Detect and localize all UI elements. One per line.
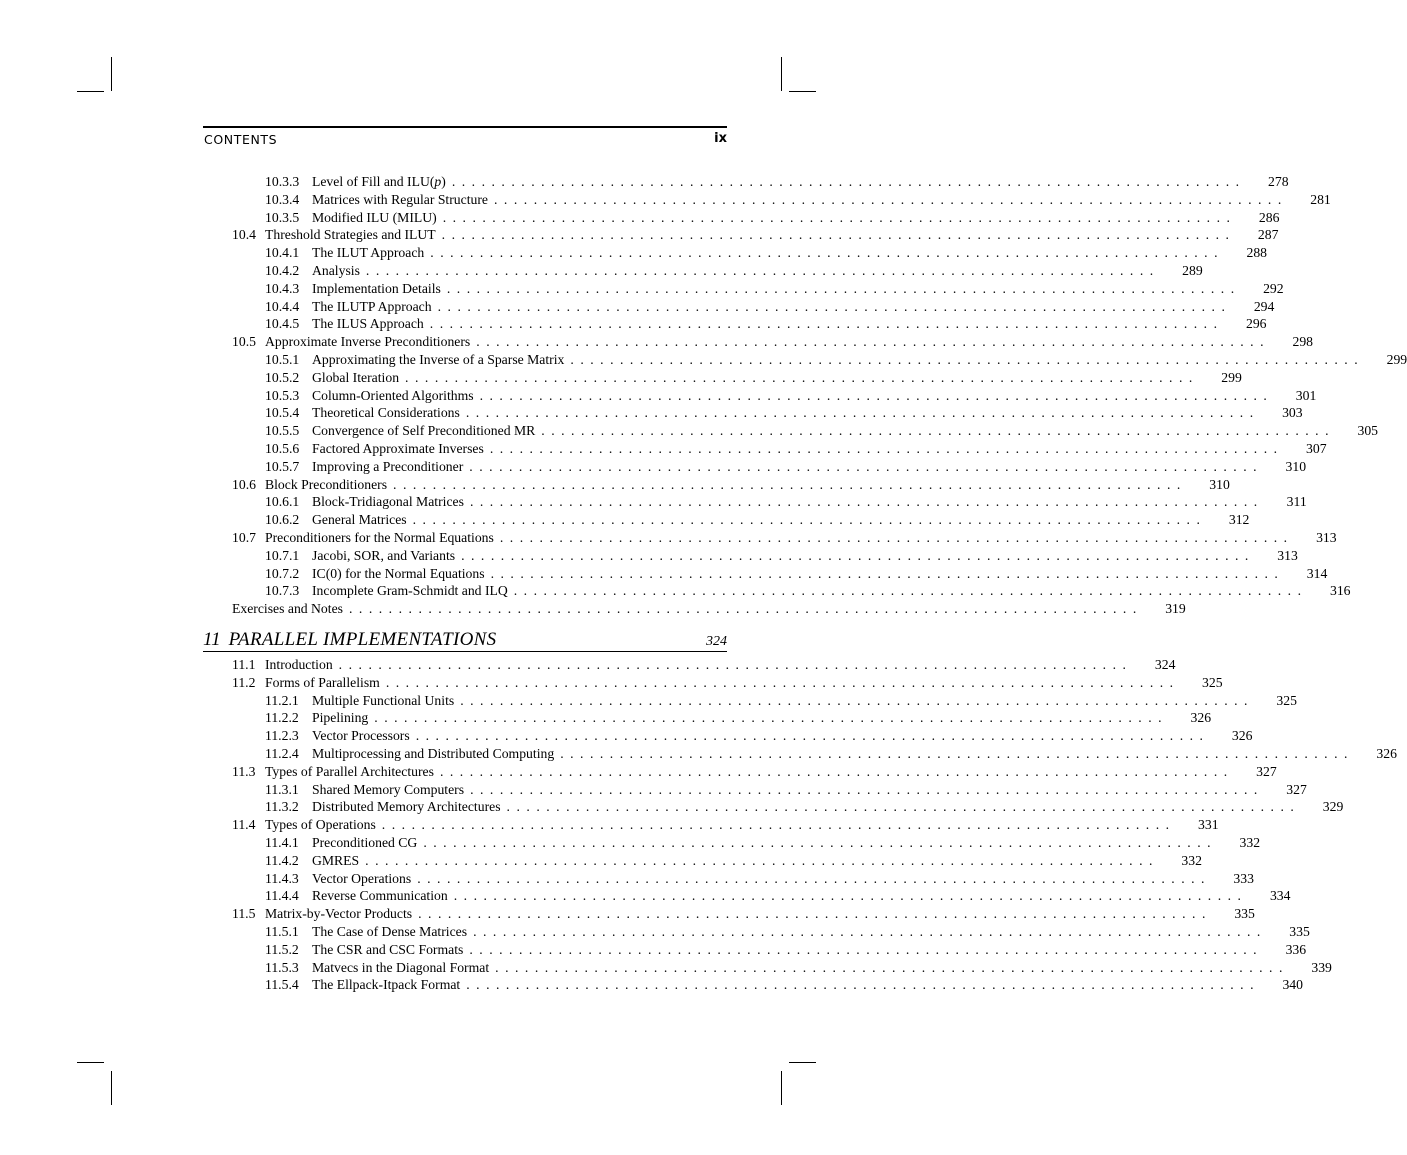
dot-leader: ................................................................................ [405, 369, 1199, 385]
dot-leader: ................................................................................ [453, 888, 1248, 904]
toc-entry-number: 11.4.1 [265, 834, 299, 850]
dot-leader: ................................................................................ [469, 494, 1264, 510]
crop-mark [789, 91, 816, 92]
dot-leader: ................................................................................ [439, 763, 1234, 779]
toc-entry-number: 10.5.3 [265, 387, 300, 403]
toc-entry[interactable] [203, 493, 1307, 511]
toc-entry-page: 332 [1239, 834, 1261, 850]
toc-entry-number: 11.5.4 [265, 977, 299, 993]
dot-leader: ................................................................................ [466, 977, 1260, 993]
toc-entry-title: Improving a Preconditioner [312, 458, 464, 474]
toc-entry-title: Convergence of Self Preconditioned MR [312, 423, 536, 439]
toc-entry-number: 10.5 [232, 334, 256, 350]
toc-entry-page: 313 [1277, 547, 1298, 563]
dot-leader: ................................................................................ [365, 852, 1159, 868]
dot-leader: ................................................................................ [393, 476, 1187, 492]
dot-leader: ................................................................................ [494, 191, 1288, 207]
toc-entry-number: 10.7.1 [265, 547, 300, 563]
toc-entry[interactable] [203, 422, 1379, 440]
toc-entry-page: 313 [1316, 529, 1337, 545]
toc-entry-number: 10.6 [232, 476, 256, 492]
toc-entry-title: Factored Approximate Inverses [312, 440, 484, 456]
toc-entry[interactable] [203, 870, 1254, 888]
toc-entry-number: 10.7 [232, 529, 256, 545]
toc-entry-page: 326 [1376, 745, 1397, 761]
dot-leader: ................................................................................ [441, 227, 1236, 243]
toc-entry-page: 292 [1263, 280, 1284, 296]
toc-entry-number: 11.4 [232, 817, 256, 833]
toc-entry-page: 281 [1310, 191, 1331, 207]
toc-entry[interactable] [203, 547, 1298, 565]
dot-leader: ................................................................................ [489, 440, 1284, 456]
toc-entry-title: Approximating the Inverse of a Sparse Matrix [312, 351, 565, 367]
toc-entry-page: 326 [1231, 728, 1253, 744]
dot-leader: ................................................................................ [437, 298, 1232, 314]
dot-leader: ................................................................................ [499, 529, 1294, 545]
dot-leader: ................................................................................ [476, 334, 1271, 350]
toc-entry-number: 11.2 [232, 674, 256, 690]
toc-entry-title: Block Preconditioners [265, 476, 388, 492]
toc-entry[interactable] [203, 798, 1344, 816]
toc-entry[interactable] [203, 959, 1332, 977]
toc-entry-number: 11.3.2 [265, 799, 299, 815]
toc-entry-page: 326 [1190, 710, 1212, 726]
crop-mark [111, 1071, 112, 1105]
toc-entry-number: 10.4.1 [265, 245, 300, 261]
dot-leader: ................................................................................ [469, 941, 1264, 957]
toc-entry[interactable] [203, 852, 1202, 870]
crop-mark [781, 57, 782, 91]
toc-entry-number: 10.3.4 [265, 191, 300, 207]
toc-entry-number: 11.4.3 [265, 870, 299, 886]
dot-leader: ................................................................................ [490, 565, 1285, 581]
toc-entry-title: Pipelining [312, 710, 369, 726]
toc-entry-title: Preconditioners for the Normal Equations [265, 529, 494, 545]
toc-entry-title: Reverse Communication [312, 888, 448, 904]
toc-entry[interactable] [203, 692, 1297, 710]
dot-leader: ................................................................................ [513, 583, 1308, 599]
toc-entry-number: 11.2.1 [265, 692, 299, 708]
toc-entry-page: 311 [1286, 494, 1307, 510]
dot-leader: ................................................................................ [385, 674, 1180, 690]
toc-entry[interactable] [203, 298, 1275, 316]
toc-list [203, 656, 1397, 994]
toc-entry-title: Vector Processors [312, 728, 410, 744]
toc-entry[interactable] [203, 763, 1277, 781]
toc-entry-page: 335 [1289, 923, 1310, 939]
toc-entry-title: The CSR and CSC Formats [312, 941, 464, 957]
page-number: ix [714, 131, 727, 146]
toc-entry[interactable] [203, 600, 1186, 618]
toc-entry[interactable] [203, 781, 1307, 799]
toc-entry-title: Block-Tridiagonal Matrices [312, 494, 464, 510]
toc-entry-number: 10.3.5 [265, 209, 300, 225]
toc-entry-page: 289 [1182, 262, 1203, 278]
toc-entry-title: IC(0) for the Normal Equations [312, 565, 485, 581]
toc-entry-number: 10.4 [232, 227, 256, 243]
toc-entry-page: 310 [1209, 476, 1230, 492]
dot-leader: ................................................................................ [418, 906, 1212, 922]
toc-entry-number: 10.5.1 [265, 351, 300, 367]
toc-entry-page: 278 [1268, 174, 1289, 189]
toc-entry-number: 11.2.4 [265, 745, 299, 761]
toc-entry-page: 327 [1286, 781, 1307, 797]
toc-entry-page: 312 [1228, 512, 1250, 528]
dot-leader: ................................................................................ [473, 923, 1267, 939]
dot-leader: ................................................................................ [506, 799, 1301, 815]
toc-entry[interactable] [203, 387, 1317, 405]
toc-entry[interactable] [203, 191, 1331, 209]
toc-entry-page: 339 [1311, 959, 1332, 975]
toc-entry[interactable] [203, 369, 1242, 387]
chapter-number: 11 [203, 629, 221, 650]
toc-entry-title: Types of Operations [265, 817, 376, 833]
dot-leader: ................................................................................ [495, 959, 1289, 975]
toc-entry-title: Matrix-by-Vector Products [265, 906, 413, 922]
toc-entry-page: 334 [1269, 888, 1291, 904]
toc-entry-title: Theoretical Considerations [312, 405, 460, 421]
toc-entry-page: 333 [1233, 870, 1254, 886]
dot-leader: ................................................................................ [412, 512, 1207, 528]
toc-entry[interactable] [203, 656, 1176, 674]
toc-entry[interactable] [203, 582, 1351, 600]
toc-entry-title: General Matrices [312, 512, 407, 528]
toc-entry-title: Multiple Functional Units [312, 692, 455, 708]
toc-entry-number: 10.4.3 [265, 280, 300, 296]
toc-entry[interactable] [203, 745, 1397, 763]
toc-entry-number: 11.5.1 [265, 923, 299, 939]
toc-entry-title: Incomplete Gram-Schmidt and ILQ [312, 583, 508, 599]
crop-mark [77, 1062, 104, 1063]
header-rule [203, 126, 727, 128]
toc-entry-page: 307 [1306, 440, 1327, 456]
toc-entry-title: Preconditioned CG [312, 834, 418, 850]
toc-entry-title: Distributed Memory Architectures [312, 799, 501, 815]
toc-entry-page: 325 [1276, 692, 1297, 708]
toc-entry[interactable] [203, 280, 1284, 298]
toc-entry-page: 286 [1258, 209, 1280, 225]
toc-entry-number: 10.5.6 [265, 440, 300, 456]
toc-entry-page: 340 [1282, 977, 1303, 993]
toc-entry[interactable] [203, 709, 1212, 727]
dot-leader: ................................................................................ [338, 657, 1133, 672]
toc-entry-title: Introduction [265, 657, 333, 672]
toc-entry-title: Approximate Inverse Preconditioners [265, 334, 471, 350]
toc-entry-title: The Ellpack-Itpack Format [312, 977, 461, 993]
toc-entry-page: 288 [1246, 245, 1268, 261]
dot-leader: ................................................................................ [451, 174, 1246, 189]
dot-leader: ................................................................................ [374, 710, 1169, 726]
toc-entry-number: 10.4.4 [265, 298, 300, 314]
toc-entry[interactable] [203, 905, 1255, 923]
toc-entry[interactable] [203, 173, 1289, 191]
toc-entry-page: 303 [1282, 405, 1303, 421]
toc-entry[interactable] [203, 476, 1230, 494]
toc-entry-number: 11.5 [232, 906, 256, 922]
toc-entry-title: Modified ILU (MILU) [312, 209, 437, 225]
toc-entry-number: 11.2.2 [265, 710, 299, 726]
toc-entry-page: 301 [1295, 387, 1317, 403]
toc-entry-page: 336 [1285, 941, 1307, 957]
toc-entry-number: 10.4.5 [265, 316, 300, 332]
dot-leader: ................................................................................ [570, 351, 1365, 367]
toc-entry-page: 327 [1256, 763, 1277, 779]
toc-entry-title: Column-Oriented Algorithms [312, 387, 474, 403]
toc-entry-number: 11.5.3 [265, 959, 299, 975]
dot-leader: ................................................................................ [429, 316, 1224, 332]
chapter-page: 324 [706, 634, 727, 649]
dot-leader: ................................................................................ [442, 209, 1237, 225]
toc-entry-number: 10.6.2 [265, 512, 300, 528]
dot-leader: ................................................................................ [415, 728, 1210, 744]
toc-entry-title: Analysis [312, 262, 360, 278]
dot-leader: ................................................................................ [541, 423, 1336, 439]
dot-leader: ................................................................................ [460, 692, 1254, 708]
toc-entry-number: 10.5.4 [265, 405, 300, 421]
dot-leader: ................................................................................ [446, 280, 1241, 296]
toc-entry-title: The ILUT Approach [312, 245, 425, 261]
toc-entry[interactable] [203, 511, 1250, 529]
toc-entry-page: 331 [1198, 817, 1219, 833]
toc-entry-number: 11.2.3 [265, 728, 299, 744]
toc-entry-title: GMRES [312, 852, 360, 868]
dot-leader: ................................................................................ [423, 834, 1218, 850]
dot-leader: ................................................................................ [430, 245, 1225, 261]
chapter-heading[interactable] [203, 629, 727, 652]
toc-list [203, 173, 1407, 618]
toc-entry[interactable] [203, 404, 1303, 422]
toc-entry-title: Multiprocessing and Distributed Computing [312, 745, 555, 761]
dot-leader: ................................................................................ [465, 405, 1260, 421]
toc-entry-number: 10.4.2 [265, 262, 300, 278]
toc-entry-title: Forms of Parallelism [265, 674, 380, 690]
toc-entry-title: The ILUS Approach [312, 316, 424, 332]
toc-entry-page: 319 [1165, 601, 1186, 617]
toc-entry-title: Threshold Strategies and ILUT [265, 227, 436, 243]
toc-entry-page: 310 [1285, 458, 1307, 474]
toc-entry-page: 299 [1386, 351, 1407, 367]
toc-entry-title: Matvecs in the Diagonal Format [312, 959, 490, 975]
toc-entry-number: 11.3.1 [265, 781, 299, 797]
toc-entry-number: 10.5.2 [265, 369, 300, 385]
toc-entry-page: 305 [1357, 423, 1379, 439]
dot-leader: ................................................................................ [479, 387, 1274, 403]
toc-entry-page: 325 [1202, 674, 1223, 690]
toc-entry[interactable] [203, 440, 1327, 458]
toc-entry-number: 10.3.3 [265, 174, 300, 189]
toc-entry[interactable] [203, 727, 1253, 745]
toc-entry-number: 11.4.4 [265, 888, 299, 904]
dot-leader: ................................................................................ [469, 458, 1264, 474]
toc-entry-number: 10.7.3 [265, 583, 300, 599]
toc-entry[interactable] [203, 333, 1314, 351]
toc-entry-page: 329 [1322, 799, 1344, 815]
toc-entry-page: 287 [1257, 227, 1279, 243]
toc-entry-title: The Case of Dense Matrices [312, 923, 468, 939]
toc-entry[interactable] [203, 941, 1307, 959]
dot-leader: ................................................................................ [470, 781, 1264, 797]
toc-entry-page: 332 [1181, 852, 1202, 868]
dot-leader: ................................................................................ [461, 547, 1255, 563]
toc-entry[interactable] [203, 976, 1303, 994]
toc-entry[interactable] [203, 565, 1328, 583]
crop-mark [77, 91, 104, 92]
toc-entry-number: 11.5.2 [265, 941, 299, 957]
toc-entry[interactable] [203, 209, 1280, 227]
dot-leader: ................................................................................ [348, 601, 1143, 617]
dot-leader: ................................................................................ [417, 870, 1211, 886]
toc-entry-title: Exercises and Notes [232, 601, 343, 617]
crop-mark [781, 1071, 782, 1105]
toc-entry-page: 299 [1221, 369, 1242, 385]
toc-entry-page: 294 [1253, 298, 1275, 314]
crop-mark [111, 57, 112, 91]
dot-leader: ................................................................................ [381, 817, 1176, 833]
toc-entry-number: 10.5.7 [265, 458, 300, 474]
toc-entry-page: 298 [1292, 334, 1314, 350]
toc-entry[interactable] [203, 244, 1268, 262]
toc-entry-page: 316 [1329, 583, 1351, 599]
toc-entry-title: The ILUTP Approach [312, 298, 432, 314]
toc-entry-number: 11.1 [232, 657, 256, 672]
toc-entry-page: 314 [1306, 565, 1328, 581]
crop-mark [789, 1062, 816, 1063]
toc-entry-page: 324 [1154, 657, 1176, 672]
toc-entry[interactable] [203, 674, 1223, 692]
toc-entry-title: Types of Parallel Architectures [265, 763, 434, 779]
dot-leader: ................................................................................ [365, 262, 1160, 278]
toc-entry[interactable] [203, 226, 1279, 244]
toc-entry-title: Implementation Details [312, 280, 441, 296]
toc-entry[interactable] [203, 816, 1219, 834]
chapter-title: PARALLEL IMPLEMENTATIONS [228, 629, 497, 650]
toc-entry-page: 335 [1234, 906, 1255, 922]
toc-entry-number: 11.4.2 [265, 852, 299, 868]
toc-entry-title: Global Iteration [312, 369, 400, 385]
dot-leader: ................................................................................ [560, 745, 1354, 761]
toc-entry-number: 11.3 [232, 763, 256, 779]
toc-entry[interactable] [203, 315, 1267, 333]
toc-entry-number: 10.7.2 [265, 565, 300, 581]
toc-entry[interactable] [203, 887, 1291, 905]
toc-entry[interactable] [203, 834, 1261, 852]
toc-entry-number: 10.5.5 [265, 423, 300, 439]
toc-entry-page: 296 [1245, 316, 1267, 332]
toc-entry-title: Jacobi, SOR, and Variants [312, 547, 456, 563]
toc-entry[interactable] [203, 529, 1337, 547]
toc-entry-title: Vector Operations [312, 870, 412, 886]
toc-entry[interactable] [203, 262, 1203, 280]
toc-entry-number: 10.6.1 [265, 494, 300, 510]
toc-entry-title: Matrices with Regular Structure [312, 191, 488, 207]
toc-entry-title: Level of Fill and ILU(p) [312, 174, 446, 189]
toc-entry[interactable] [203, 923, 1310, 941]
running-head: CONTENTS [204, 132, 278, 147]
toc-entry-title: Shared Memory Computers [312, 781, 465, 797]
toc-entry[interactable] [203, 351, 1407, 369]
toc-entry[interactable] [203, 458, 1307, 476]
